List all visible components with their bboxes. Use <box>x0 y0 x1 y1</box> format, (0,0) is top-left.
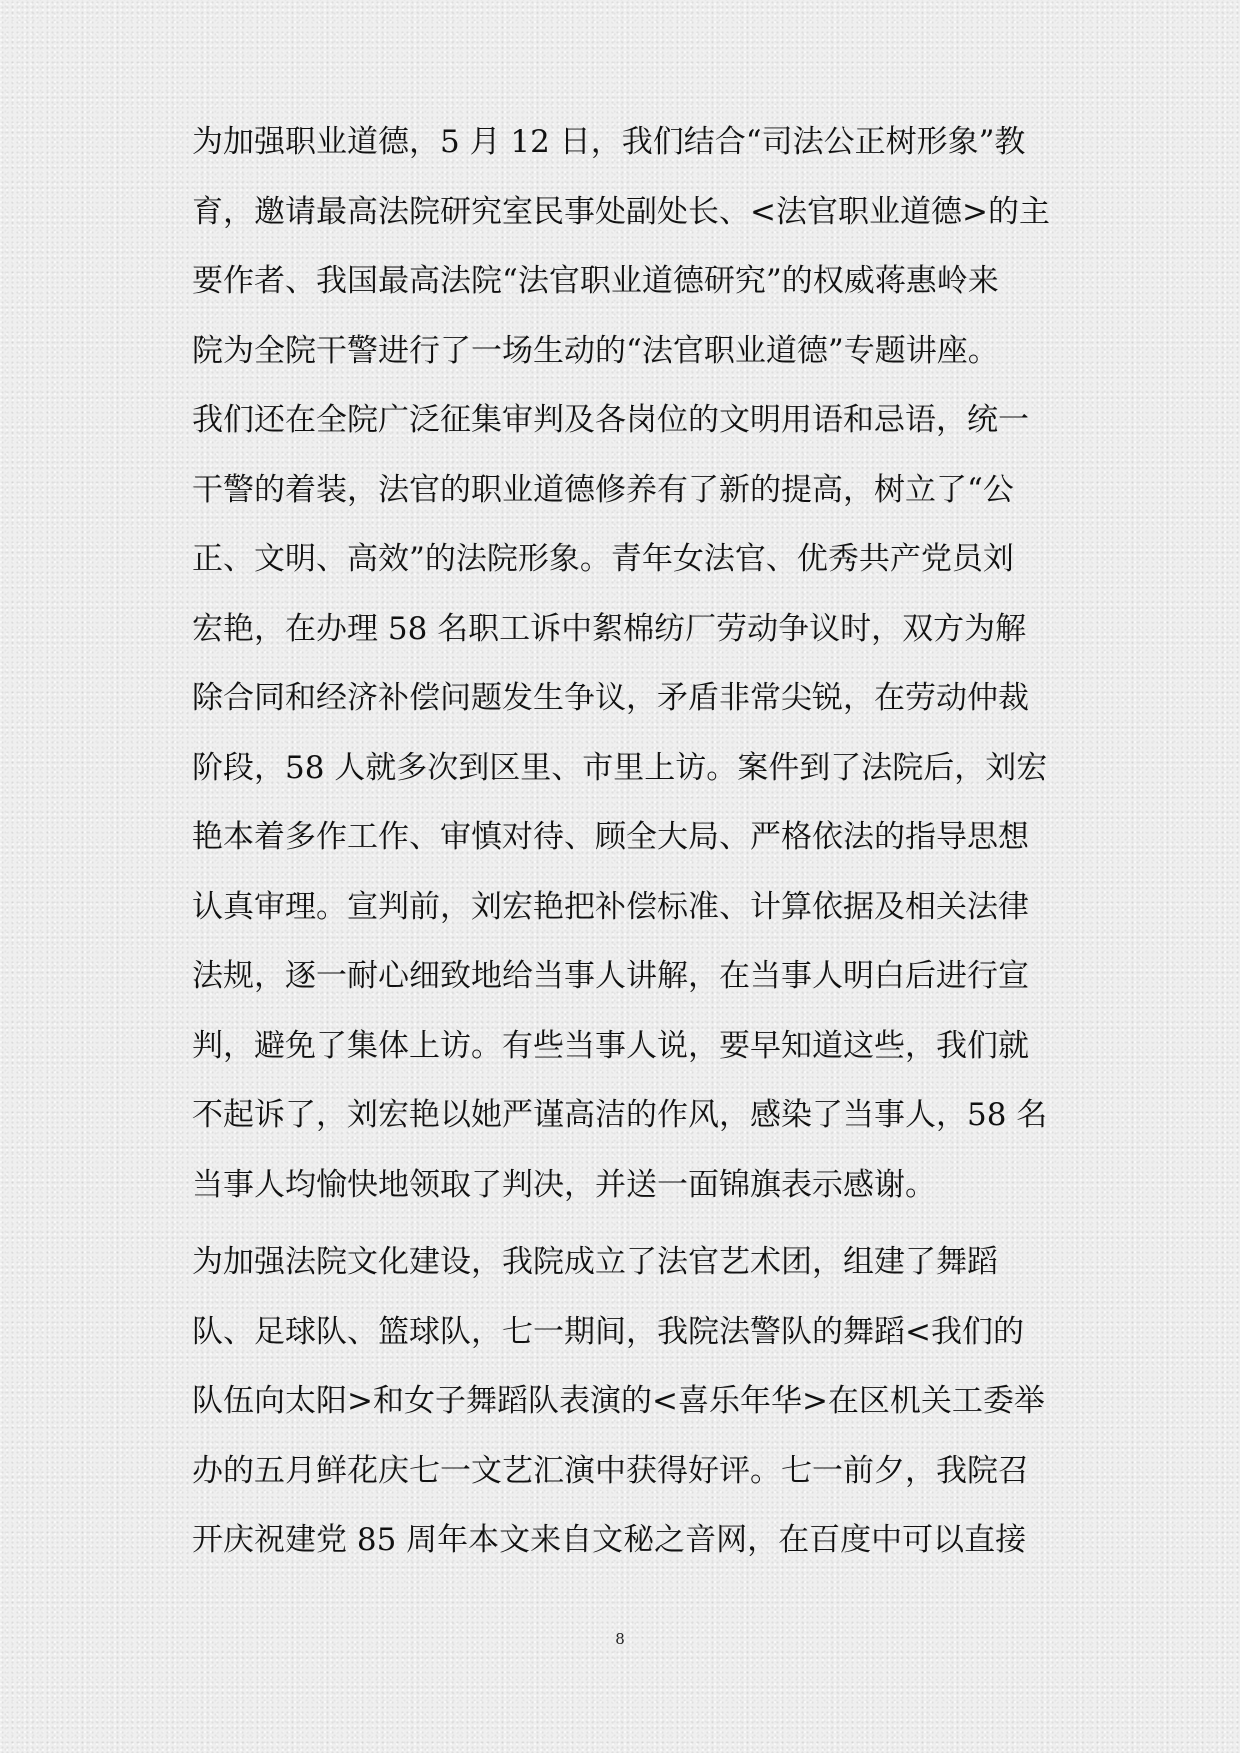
text-line: 正、文明、高效”的法院形象。青年女法官、优秀共产党员刘 <box>192 541 1014 577</box>
text-line: 判，避免了集体上访。有些当事人说，要早知道这些，我们就 <box>192 1027 1029 1064</box>
text-line: 为加强职业道德，5 月 12 日，我们结合“司法公正树形象”教 <box>192 124 1026 160</box>
text-line: 法规，逐一耐心细致地给当事人讲解，在当事人明白后进行宣 <box>192 958 1029 994</box>
paragraph-gap <box>192 1220 1052 1228</box>
text-line: 为加强法院文化建设，我院成立了法官艺术团，组建了舞蹈 <box>192 1244 998 1280</box>
page-number: 8 <box>615 1630 625 1648</box>
text-line: 宏艳，在办理 58 名职工诉中絮棉纺厂劳动争议时，双方为解 <box>192 610 1027 647</box>
text-line: 办的五月鲜花庆七一文艺汇演中获得好评。七一前夕，我院召 <box>192 1452 1029 1489</box>
body-text <box>192 108 1052 1576</box>
text-line: 干警的着装，法官的职业道德修养有了新的提高，树立了“公 <box>192 471 1014 508</box>
paragraph-1 <box>192 108 1052 1220</box>
text-line: 育，邀请最高法院研究室民事处副处长、<法官职业道德>的主 <box>192 193 1050 230</box>
text-line: 当事人均愉快地领取了判决，并送一面锦旗表示感谢。 <box>192 1166 936 1203</box>
text-line: 我们还在全院广泛征集审判及各岗位的文明用语和忌语，统一 <box>192 402 1029 438</box>
text-line: 不起诉了，刘宏艳以她严谨高洁的作风，感染了当事人，58 名 <box>192 1097 1048 1133</box>
text-line: 院为全院干警进行了一场生动的“法官职业道德”专题讲座。 <box>192 332 999 369</box>
text-line: 队伍向太阳>和女子舞蹈队表演的<喜乐年华>在区机关工委举 <box>192 1383 1045 1419</box>
text-line: 要作者、我国最高法院“法官职业道德研究”的权威蒋惠岭来 <box>192 263 999 299</box>
text-line: 认真审理。宣判前，刘宏艳把补偿标准、计算依据及相关法律 <box>192 888 1029 925</box>
text-line: 开庆祝建党 85 周年本文来自文秘之音网，在百度中可以直接 <box>192 1522 1027 1558</box>
text-line: 除合同和经济补偿问题发生争议，矛盾非常尖锐，在劳动仲裁 <box>192 680 1029 716</box>
text-line: 艳本着多作工作、审慎对待、顾全大局、严格依法的指导思想 <box>192 819 1029 855</box>
paragraph-2 <box>192 1228 1052 1576</box>
text-line: 阶段，58 人就多次到区里、市里上访。案件到了法院后，刘宏 <box>192 749 1048 786</box>
text-line: 队、足球队、篮球队，七一期间，我院法警队的舞蹈<我们的 <box>192 1313 1024 1350</box>
